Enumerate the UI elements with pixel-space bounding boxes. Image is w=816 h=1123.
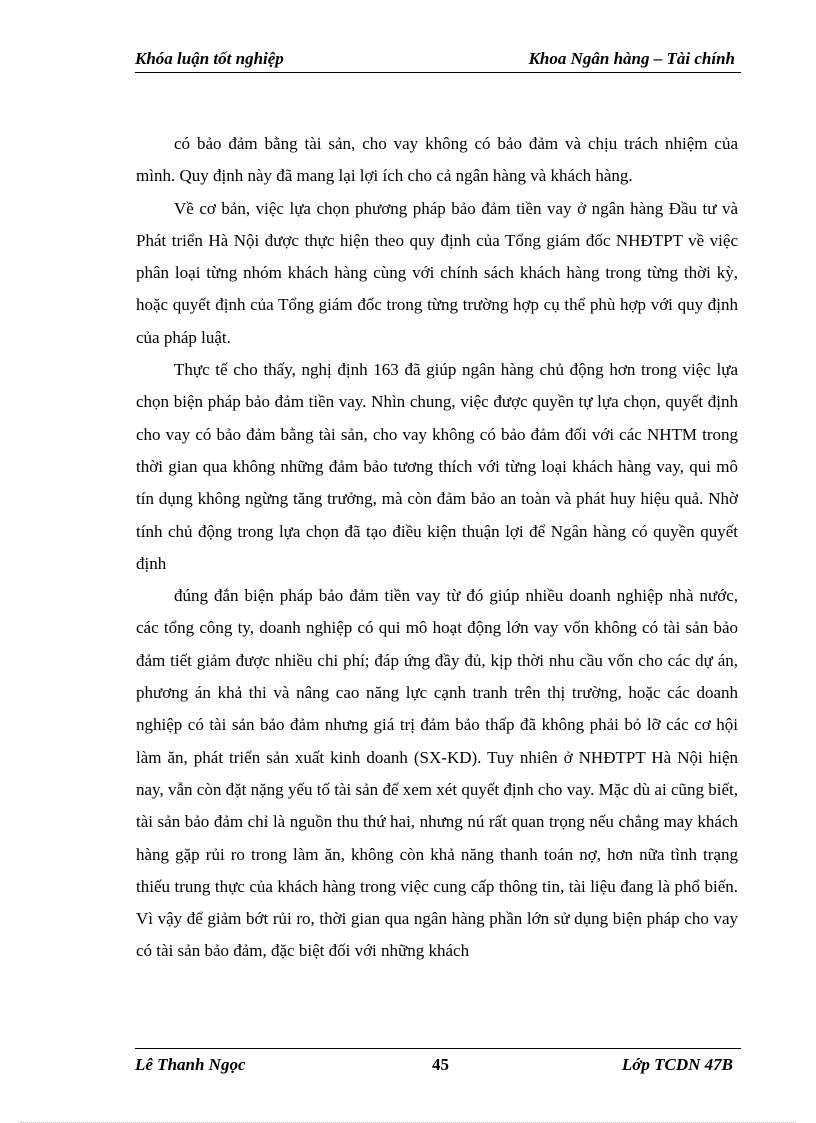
page-number: 45 xyxy=(432,1055,449,1074)
page-header xyxy=(135,48,741,73)
paragraph-3: Thực tế cho thấy, nghị định 163 đã giúp ngân hàng chủ động hơn trong việc lựa chọn biện pháp bảo đảm tiền vay. Nhìn chung, việc được quyền tự lựa chọn, quyết định cho vay có bảo đảm bằng tài sản, cho vay không có bảo đảm đối với các NHTM trong thời gian qua không những đảm bảo tương thích với từng loại khách hàng vay, qui mô tín dụng không ngừng tăng trưởng, mà còn đảm bảo an toàn và phát huy hiệu quả. Nhờ tính chủ động trong lựa chọn đã tạo điều kiện thuận lợi để Ngân hàng có quyền quyết định xyxy=(136,360,738,573)
footer-class: Lớp TCDN 47B xyxy=(621,1055,733,1074)
header-faculty: Khoa Ngân hàng – Tài chính xyxy=(528,49,735,68)
page-footer xyxy=(135,1048,741,1079)
header-thesis-title: Khóa luận tốt nghiệp xyxy=(135,49,284,68)
paragraph-4: đúng đắn biện pháp bảo đảm tiền vay từ đó giúp nhiều doanh nghiệp nhà nước, các tổng công ty, doanh nghiệp có qui mô hoạt động lớn vay vốn không có tài sản bảo đảm tiết giảm được nhiều chi phí; đáp ứng đầy đủ, kịp thời nhu cầu vốn cho các dự án, phương án khả thi và nâng cao năng lực cạnh tranh trên thị trường, hoặc các doanh nghiệp có tài sản bảo đảm nhưng giá trị đảm bảo thấp đã không phải bỏ lỡ các cơ hội làm ăn, phát triển sản xuất kinh doanh (SX-KD). Tuy nhiên ở NHĐTPT Hà Nội hiện nay, vẫn còn đặt nặng yếu tố tài sản để xem xét quyết định cho vay. Mặc dù ai cũng biết, tài sản bảo đảm chỉ là nguồn thu thứ hai, nhưng nú rất quan trọng nếu chẳng may khách hàng gặp rủi ro trong làm ăn, không còn khả năng thanh toán nợ, hơn nữa tình trạng thiếu trung thực của khách hàng trong việc cung cấp thông tin, tài liệu đang là phổ biến. Vì vậy để giảm bớt rủi ro, thời gian qua ngân hàng phần lớn sử dụng biện pháp cho vay có tài sản bảo đảm, đặc biệt đối với những khách xyxy=(136,586,738,961)
paragraph-1: có bảo đảm bằng tài sản, cho vay không có bảo đảm và chịu trách nhiệm của mình. Quy định này đã mang lại lợi ích cho cả ngân hàng và khách hàng. xyxy=(136,134,738,186)
body-text xyxy=(136,128,738,968)
footer-author: Lê Thanh Ngọc xyxy=(135,1055,246,1074)
paragraph-2: Về cơ bản, việc lựa chọn phương pháp bảo đảm tiền vay ở ngân hàng Đầu tư và Phát triển Hà Nội được thực hiện theo quy định của Tổng giám đốc NHĐTPT về việc phân loại từng nhóm khách hàng cùng với chính sách khách hàng trong từng thời kỳ, hoặc quyết định của Tổng giám đốc trong từng trường hợp cụ thể phù hợp với quy định của pháp luật. xyxy=(136,198,738,347)
